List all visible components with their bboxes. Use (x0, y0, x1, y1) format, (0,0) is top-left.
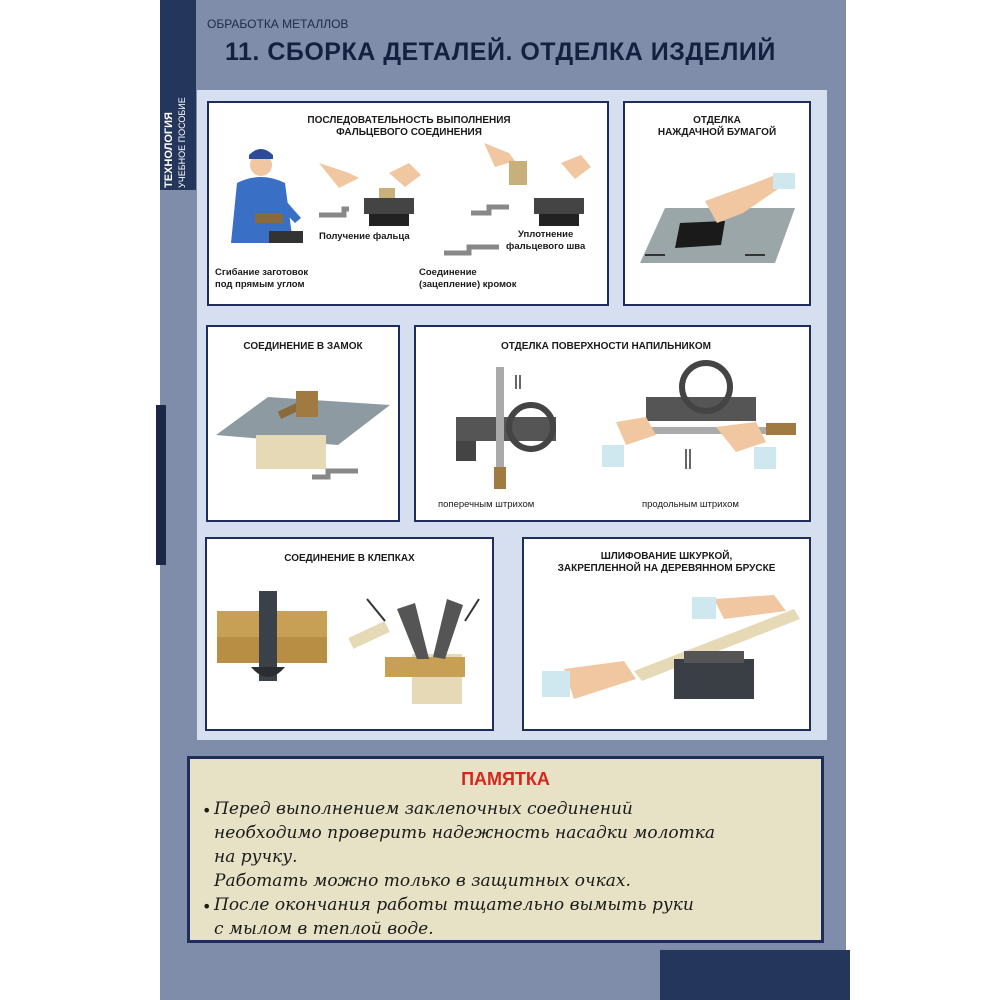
sandpaper-illustration (625, 103, 809, 304)
rivet-set (397, 603, 429, 659)
memo-bullet: • (202, 897, 212, 916)
lock-illustration (208, 327, 398, 520)
caption-line: Соединение (419, 267, 477, 278)
caption-line: (зацепление) кромок (419, 279, 517, 290)
sandpaper (675, 221, 725, 248)
sleeve-cuff (754, 447, 776, 469)
vise-base (369, 214, 409, 226)
memo-line: Работать можно только в защитных очках. (214, 871, 631, 891)
memo-text (214, 797, 804, 941)
rivets-illustration (207, 539, 492, 729)
vise (269, 231, 303, 243)
corner-block (660, 950, 850, 1000)
panel-rivets (205, 537, 494, 731)
series-subtitle: УЧЕБНОЕ ПОСОБИЕ (177, 97, 187, 188)
vise (674, 659, 754, 699)
file-handle (766, 423, 796, 435)
sleeve-cuff (773, 173, 795, 189)
series-label (163, 0, 193, 188)
hand (319, 163, 359, 188)
panel-file-finishing (414, 325, 811, 522)
vise-jaw (364, 198, 414, 214)
vise-jaw (456, 417, 556, 441)
memo-title: ПАМЯТКА (461, 769, 550, 789)
caption-compact (506, 229, 585, 253)
plank (385, 657, 465, 677)
hand (616, 417, 656, 445)
sleeve-cuff (692, 597, 716, 619)
memo-line: необходимо проверить надежность насадки молотка (214, 823, 716, 843)
subject-heading: ОБРАБОТКА МЕТАЛЛОВ (207, 17, 349, 31)
sleeve-cuff (542, 671, 570, 697)
vise-base (539, 214, 579, 226)
vise-jaw (534, 198, 584, 214)
worker-cap (249, 149, 273, 159)
caption-fold: Получение фальца (319, 231, 410, 242)
memo-line: Перед выполнением заклепочных соединений (214, 799, 633, 819)
panel-sandpaper (623, 101, 811, 306)
arrows (686, 449, 690, 469)
lock-profile (312, 471, 358, 477)
hand (389, 163, 421, 187)
edge-strip (156, 405, 166, 565)
caption-long: продольным штрихом (642, 499, 739, 510)
memo-line: с мылом в теплой воде. (214, 919, 434, 939)
panel-title-line: ШЛИФОВАНИЕ ШКУРКОЙ, (600, 551, 733, 562)
seam-profile (444, 247, 499, 253)
sleeve-cuff (602, 445, 624, 467)
caption-cross: поперечным штрихом (438, 499, 535, 510)
rivet-head (251, 667, 285, 677)
arrow (367, 599, 385, 621)
panel-title: СОЕДИНЕНИЕ В КЛЕПКАХ (284, 553, 415, 564)
vise-base (456, 441, 476, 461)
rivet-set (433, 599, 463, 659)
wood-block (256, 435, 326, 469)
memo-box (187, 756, 824, 943)
hammer (255, 213, 283, 223)
panel-title: СОЕДИНЕНИЕ В ЗАМОК (243, 341, 363, 352)
hammer-handle (348, 621, 389, 649)
hand (561, 155, 591, 179)
caption-bend (215, 267, 308, 291)
panel-title-line: ФАЛЬЦЕВОГО СОЕДИНЕНИЯ (336, 127, 482, 138)
panel-lock-joint (206, 325, 400, 522)
panel-title: ОТДЕЛКА ПОВЕРХНОСТИ НАПИЛЬНИКОМ (501, 341, 711, 352)
panel-grinding (522, 537, 811, 731)
panel-title-line: ПОСЛЕДОВАТЕЛЬНОСТЬ ВЫПОЛНЕНИЯ (307, 115, 511, 126)
mallet (509, 161, 527, 185)
memo-bullet: • (202, 801, 212, 820)
hand (564, 661, 636, 699)
hand (714, 595, 786, 619)
arrow (465, 599, 479, 621)
caption-line: фальцевого шва (506, 241, 586, 252)
vise-jaw (684, 651, 744, 663)
panel-title-line: ОТДЕЛКА (693, 115, 741, 126)
mallet-head (296, 391, 318, 417)
caption-line: под прямым углом (215, 279, 305, 290)
grinding-illustration (524, 539, 809, 729)
memo-line: После окончания работы тщательно вымыть руки (214, 895, 694, 915)
arrows (516, 375, 520, 389)
panel-seam-joint (207, 101, 609, 306)
panel-title-line: ЗАКРЕПЛЕННОЙ НА ДЕРЕВЯННОМ БРУСКЕ (557, 563, 776, 574)
caption-join (419, 267, 516, 291)
page-title: 11. СБОРКА ДЕТАЛЕЙ. ОТДЕЛКА ИЗДЕЛИЙ (225, 38, 776, 66)
file (496, 367, 504, 467)
file-illustration (416, 327, 809, 520)
seam-profile (471, 207, 509, 213)
series-title: ТЕХНОЛОГИЯ (163, 112, 175, 188)
seam-profile (319, 209, 349, 215)
memo-line: на ручку. (214, 847, 298, 867)
panel-title-line: НАЖДАЧНОЙ БУМАГОЙ (657, 127, 777, 138)
caption-line: Сгибание заготовок (215, 267, 309, 278)
caption-line: Уплотнение (518, 229, 574, 240)
file-handle (494, 467, 506, 489)
